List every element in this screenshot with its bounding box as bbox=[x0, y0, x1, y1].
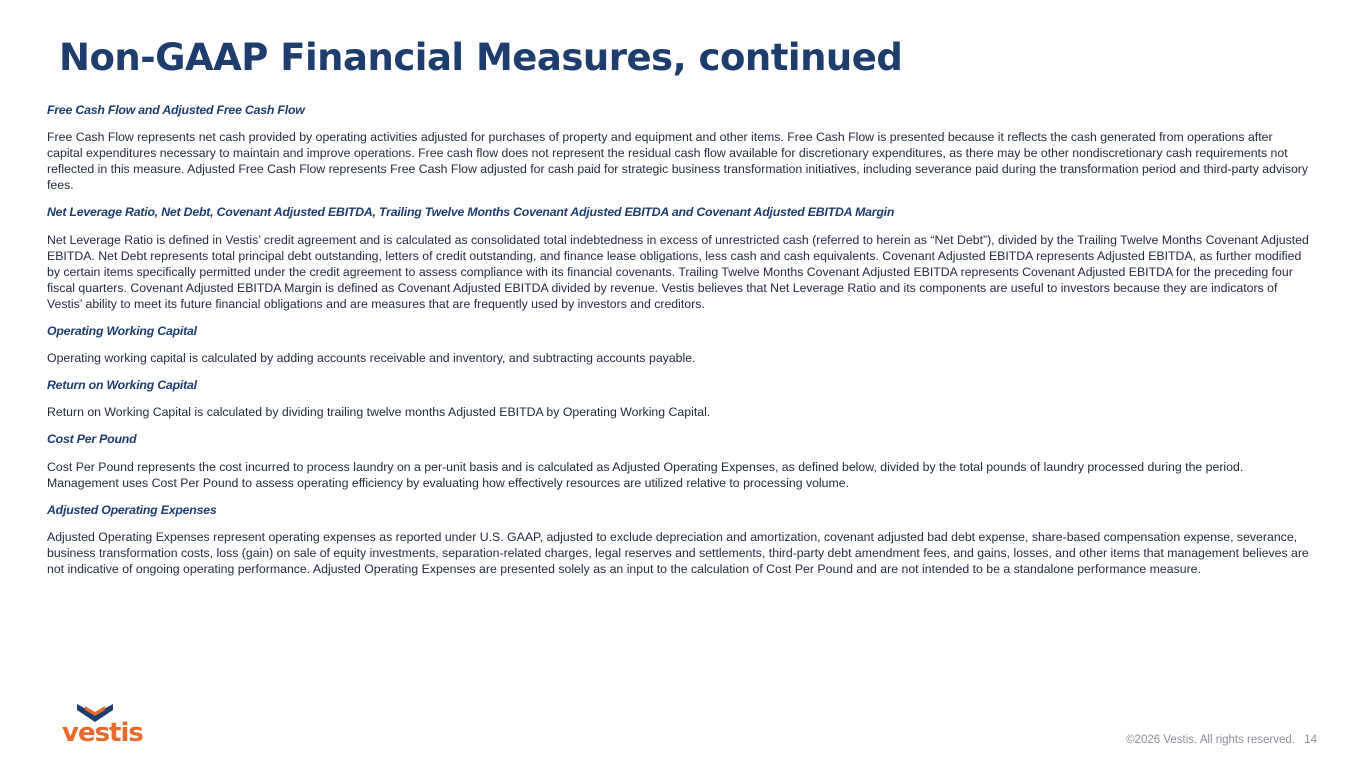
content-body bbox=[47, 102, 1309, 588]
section-cost-per-pound bbox=[47, 431, 1309, 490]
page-number: 14 bbox=[1304, 734, 1317, 746]
section-operating-working-capital bbox=[47, 323, 1309, 366]
section-paragraph: Cost Per Pound represents the cost incurred to process laundry on a per-unit basis and is calculated as Adjusted Operating Expenses, as defined below, divided by the total pounds of laundry processed during the period. Management uses Cost Per Pound to assess operating efficiency by evaluating how effectively resources are utilized relative to processing volume. bbox=[47, 459, 1244, 490]
page-title: Non-GAAP Financial Measures, continued bbox=[59, 36, 903, 79]
section-heading: Operating Working Capital bbox=[47, 324, 197, 339]
section-paragraph: Free Cash Flow represents net cash provided by operating activities adjusted for purchases of property and equipment and other items. Free Cash Flow is presented because it reflects the cash generated from operations after capital expenditures necessary to maintain and improve operations. Free cash flow does not represent the residual cash flow available for discretionary expenditures, as there may be other nondiscretionary cash requirements not reflected in this measure. Adjusted Free Cash Flow represents Free Cash Flow adjusted for cash paid for strategic business transformation initiatives, including severance paid during the transformation period and third-party advisory fees. bbox=[47, 130, 1309, 193]
section-heading: Free Cash Flow and Adjusted Free Cash Flow bbox=[47, 103, 305, 117]
vestis-logo bbox=[62, 702, 144, 748]
section-heading: Net Leverage Ratio, Net Debt, Covenant Adjusted EBITDA, Trailing Twelve Months Covenant Adjusted EBITDA and Covenant Adjusted EBITDA Margin bbox=[47, 205, 895, 220]
copyright-text: ©2026 Vestis. All rights reserved. bbox=[1126, 734, 1295, 746]
section-adjusted-operating-expenses bbox=[47, 502, 1309, 577]
section-heading: Return on Working Capital bbox=[47, 378, 197, 393]
logo-wordmark: vestis bbox=[62, 718, 143, 748]
footer bbox=[1126, 734, 1317, 746]
section-paragraph: Net Leverage Ratio is defined in Vestis’ credit agreement and is calculated as consolidated total indebtedness in excess of unrestricted cash (referred to herein as “Net Debt”), divided by the Trailing Twelve Months Covenant Adjusted EBITDA. Net Debt represents total principal debt outstanding, letters of credit outstanding, and finance lease obligations, less cash and cash equivalents. Covenant Adjusted EBITDA represents Adjusted EBITDA, as further modified by certain items specifically permitted under the credit agreement to assess compliance with its financial covenants. Trailing Twelve Months Covenant Adjusted EBITDA represents Covenant Adjusted EBITDA for the preceding four fiscal quarters. Covenant Adjusted EBITDA Margin is defined as Covenant Adjusted EBITDA divided by revenue. Vestis believes that Net Leverage Ratio and its components are useful to investors because they are indicators of Vestis’ ability to meet its future financial obligations and are measures that are frequently used by investors and creditors. bbox=[47, 232, 1309, 311]
section-return-on-working-capital bbox=[47, 377, 1309, 420]
section-heading: Adjusted Operating Expenses bbox=[47, 502, 217, 517]
section-heading: Cost Per Pound bbox=[47, 432, 137, 447]
section-paragraph: Return on Working Capital is calculated by dividing trailing twelve months Adjusted EBITDA by Operating Working Capital. bbox=[47, 405, 711, 420]
section-net-leverage bbox=[47, 204, 1309, 312]
section-free-cash-flow bbox=[47, 102, 1309, 193]
section-paragraph: Operating working capital is calculated by adding accounts receivable and inventory, and subtracting accounts payable. bbox=[47, 351, 696, 366]
section-paragraph: Adjusted Operating Expenses represent operating expenses as reported under U.S. GAAP, adjusted to exclude depreciation and amortization, covenant adjusted bad debt expense, share-based compensation expense, severance, business transformation costs, loss (gain) on sale of equity investments, separation-related charges, legal reserves and settlements, third-party debt amendment fees, and gains, losses, and other items that management believes are not indicative of ongoing operating performance. Adjusted Operating Expenses are presented solely as an input to the calculation of Cost Per Pound and are not intended to be a standalone performance measure. bbox=[47, 529, 1309, 576]
